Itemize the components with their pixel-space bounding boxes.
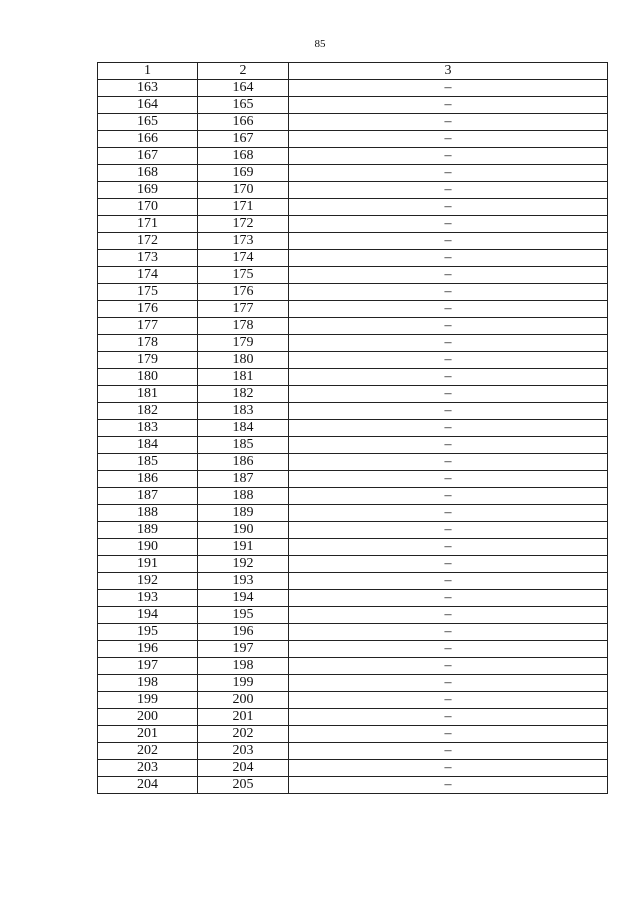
table-cell-col-3: – — [289, 369, 608, 386]
table-row — [98, 675, 608, 692]
table-cell-col-1: 187 — [98, 488, 198, 505]
table-cell-col-3: – — [289, 403, 608, 420]
table-row — [98, 216, 608, 233]
table-cell-col-3: – — [289, 573, 608, 590]
table-row — [98, 488, 608, 505]
table-cell-col-1: 164 — [98, 97, 198, 114]
table-row — [98, 658, 608, 675]
table-cell-col-2: 171 — [198, 199, 289, 216]
table-cell-col-2: 198 — [198, 658, 289, 675]
page-number: 85 — [314, 38, 326, 50]
table-cell-col-2: 192 — [198, 556, 289, 573]
table-cell-col-2: 173 — [198, 233, 289, 250]
table-cell-col-3: – — [289, 760, 608, 777]
table-row — [98, 590, 608, 607]
table-cell-col-3: – — [289, 658, 608, 675]
table-row — [98, 318, 608, 335]
table-cell-col-1: 179 — [98, 352, 198, 369]
table-row — [98, 233, 608, 250]
table-row — [98, 760, 608, 777]
table-cell-col-1: 201 — [98, 726, 198, 743]
table-row — [98, 250, 608, 267]
table-cell-col-2: 178 — [198, 318, 289, 335]
table-row — [98, 743, 608, 760]
table-row — [98, 352, 608, 369]
table-cell-col-2: 189 — [198, 505, 289, 522]
table-cell-col-3: – — [289, 267, 608, 284]
table-cell-col-1: 191 — [98, 556, 198, 573]
table-row — [98, 148, 608, 165]
table-cell-col-3: – — [289, 318, 608, 335]
table-row — [98, 403, 608, 420]
table-row — [98, 114, 608, 131]
table-row — [98, 165, 608, 182]
table-cell-col-1: 186 — [98, 471, 198, 488]
table-row — [98, 97, 608, 114]
table-cell-col-1: 184 — [98, 437, 198, 454]
table-cell-col-2: 172 — [198, 216, 289, 233]
column-header-3: 3 — [289, 63, 608, 80]
table-row — [98, 624, 608, 641]
table-cell-col-1: 189 — [98, 522, 198, 539]
table-cell-col-1: 168 — [98, 165, 198, 182]
table-cell-col-1: 195 — [98, 624, 198, 641]
table-cell-col-3: – — [289, 165, 608, 182]
table-cell-col-2: 185 — [198, 437, 289, 454]
table-cell-col-1: 203 — [98, 760, 198, 777]
table-cell-col-2: 170 — [198, 182, 289, 199]
table-cell-col-3: – — [289, 114, 608, 131]
table-row — [98, 386, 608, 403]
table-cell-col-2: 168 — [198, 148, 289, 165]
table-cell-col-1: 163 — [98, 80, 198, 97]
table-cell-col-3: – — [289, 233, 608, 250]
table-cell-col-3: – — [289, 471, 608, 488]
table-cell-col-1: 192 — [98, 573, 198, 590]
table-cell-col-3: – — [289, 777, 608, 794]
table-cell-col-1: 183 — [98, 420, 198, 437]
table-cell-col-3: – — [289, 284, 608, 301]
table-row — [98, 182, 608, 199]
table-cell-col-2: 167 — [198, 131, 289, 148]
table-cell-col-2: 196 — [198, 624, 289, 641]
table-cell-col-2: 174 — [198, 250, 289, 267]
table-cell-col-3: – — [289, 454, 608, 471]
table-cell-col-1: 180 — [98, 369, 198, 386]
table-cell-col-3: – — [289, 182, 608, 199]
table-cell-col-3: – — [289, 216, 608, 233]
table-cell-col-2: 175 — [198, 267, 289, 284]
table-cell-col-2: 181 — [198, 369, 289, 386]
table-cell-col-3: – — [289, 675, 608, 692]
table-cell-col-1: 199 — [98, 692, 198, 709]
table-cell-col-1: 175 — [98, 284, 198, 301]
table-row — [98, 199, 608, 216]
table-row — [98, 131, 608, 148]
table-cell-col-1: 193 — [98, 590, 198, 607]
table-row — [98, 777, 608, 794]
table-row — [98, 726, 608, 743]
table-body — [98, 80, 608, 794]
table-cell-col-2: 166 — [198, 114, 289, 131]
table-cell-col-2: 191 — [198, 539, 289, 556]
column-header-1: 1 — [98, 63, 198, 80]
table-cell-col-3: – — [289, 488, 608, 505]
table-cell-col-2: 180 — [198, 352, 289, 369]
table-cell-col-3: – — [289, 539, 608, 556]
table-cell-col-3: – — [289, 199, 608, 216]
table-cell-col-2: 190 — [198, 522, 289, 539]
table-cell-col-2: 204 — [198, 760, 289, 777]
column-header-2: 2 — [198, 63, 289, 80]
table-cell-col-1: 196 — [98, 641, 198, 658]
table-cell-col-1: 194 — [98, 607, 198, 624]
table-cell-col-1: 197 — [98, 658, 198, 675]
table-cell-col-3: – — [289, 97, 608, 114]
table-cell-col-2: 194 — [198, 590, 289, 607]
table-cell-col-3: – — [289, 743, 608, 760]
table-cell-col-1: 178 — [98, 335, 198, 352]
table-cell-col-2: 184 — [198, 420, 289, 437]
table-cell-col-1: 172 — [98, 233, 198, 250]
table-cell-col-1: 198 — [98, 675, 198, 692]
header-row — [98, 63, 608, 80]
table-cell-col-3: – — [289, 556, 608, 573]
table-cell-col-2: 205 — [198, 777, 289, 794]
table-cell-col-1: 170 — [98, 199, 198, 216]
table-cell-col-2: 201 — [198, 709, 289, 726]
table-row — [98, 284, 608, 301]
table-cell-col-2: 188 — [198, 488, 289, 505]
table-cell-col-2: 202 — [198, 726, 289, 743]
table-row — [98, 301, 608, 318]
table-cell-col-3: – — [289, 641, 608, 658]
table-cell-col-3: – — [289, 590, 608, 607]
table-cell-col-1: 166 — [98, 131, 198, 148]
table-cell-col-3: – — [289, 352, 608, 369]
table-cell-col-2: 183 — [198, 403, 289, 420]
table-row — [98, 522, 608, 539]
table-cell-col-3: – — [289, 148, 608, 165]
table-cell-col-2: 165 — [198, 97, 289, 114]
table-cell-col-1: 177 — [98, 318, 198, 335]
table-cell-col-3: – — [289, 692, 608, 709]
table-cell-col-1: 169 — [98, 182, 198, 199]
table-cell-col-3: – — [289, 301, 608, 318]
table-cell-col-3: – — [289, 726, 608, 743]
table-cell-col-1: 204 — [98, 777, 198, 794]
table-cell-col-2: 203 — [198, 743, 289, 760]
table-cell-col-1: 190 — [98, 539, 198, 556]
table-row — [98, 539, 608, 556]
table-cell-col-3: – — [289, 437, 608, 454]
table-cell-col-1: 167 — [98, 148, 198, 165]
table-row — [98, 369, 608, 386]
table-row — [98, 267, 608, 284]
table-cell-col-2: 182 — [198, 386, 289, 403]
table-cell-col-1: 165 — [98, 114, 198, 131]
table-cell-col-1: 176 — [98, 301, 198, 318]
table-cell-col-2: 186 — [198, 454, 289, 471]
table-cell-col-2: 179 — [198, 335, 289, 352]
table-row — [98, 335, 608, 352]
table-row — [98, 505, 608, 522]
table-cell-col-3: – — [289, 522, 608, 539]
table-cell-col-2: 197 — [198, 641, 289, 658]
table-row — [98, 437, 608, 454]
table-row — [98, 709, 608, 726]
table-cell-col-1: 202 — [98, 743, 198, 760]
table-cell-col-3: – — [289, 80, 608, 97]
table-cell-col-3: – — [289, 709, 608, 726]
table-row — [98, 607, 608, 624]
table-cell-col-3: – — [289, 250, 608, 267]
table-cell-col-1: 182 — [98, 403, 198, 420]
table-cell-col-2: 169 — [198, 165, 289, 182]
table-row — [98, 641, 608, 658]
table-row — [98, 454, 608, 471]
table-row — [98, 692, 608, 709]
table-row — [98, 573, 608, 590]
table-cell-col-1: 200 — [98, 709, 198, 726]
table-cell-col-2: 176 — [198, 284, 289, 301]
table-cell-col-3: – — [289, 420, 608, 437]
table-cell-col-3: – — [289, 505, 608, 522]
table-row — [98, 80, 608, 97]
table-cell-col-2: 199 — [198, 675, 289, 692]
table-cell-col-3: – — [289, 131, 608, 148]
table-cell-col-2: 164 — [198, 80, 289, 97]
table-cell-col-1: 188 — [98, 505, 198, 522]
table-cell-col-3: – — [289, 386, 608, 403]
table-cell-col-2: 187 — [198, 471, 289, 488]
table-cell-col-2: 177 — [198, 301, 289, 318]
table-row — [98, 420, 608, 437]
table-cell-col-1: 185 — [98, 454, 198, 471]
table-header — [98, 63, 608, 80]
table-cell-col-1: 173 — [98, 250, 198, 267]
table-cell-col-1: 171 — [98, 216, 198, 233]
table-cell-col-2: 200 — [198, 692, 289, 709]
table-cell-col-3: – — [289, 624, 608, 641]
table-cell-col-2: 195 — [198, 607, 289, 624]
table-cell-col-3: – — [289, 335, 608, 352]
table-row — [98, 556, 608, 573]
data-table — [97, 62, 608, 794]
table-row — [98, 471, 608, 488]
table-cell-col-1: 174 — [98, 267, 198, 284]
table-cell-col-3: – — [289, 607, 608, 624]
table-cell-col-2: 193 — [198, 573, 289, 590]
table-cell-col-1: 181 — [98, 386, 198, 403]
